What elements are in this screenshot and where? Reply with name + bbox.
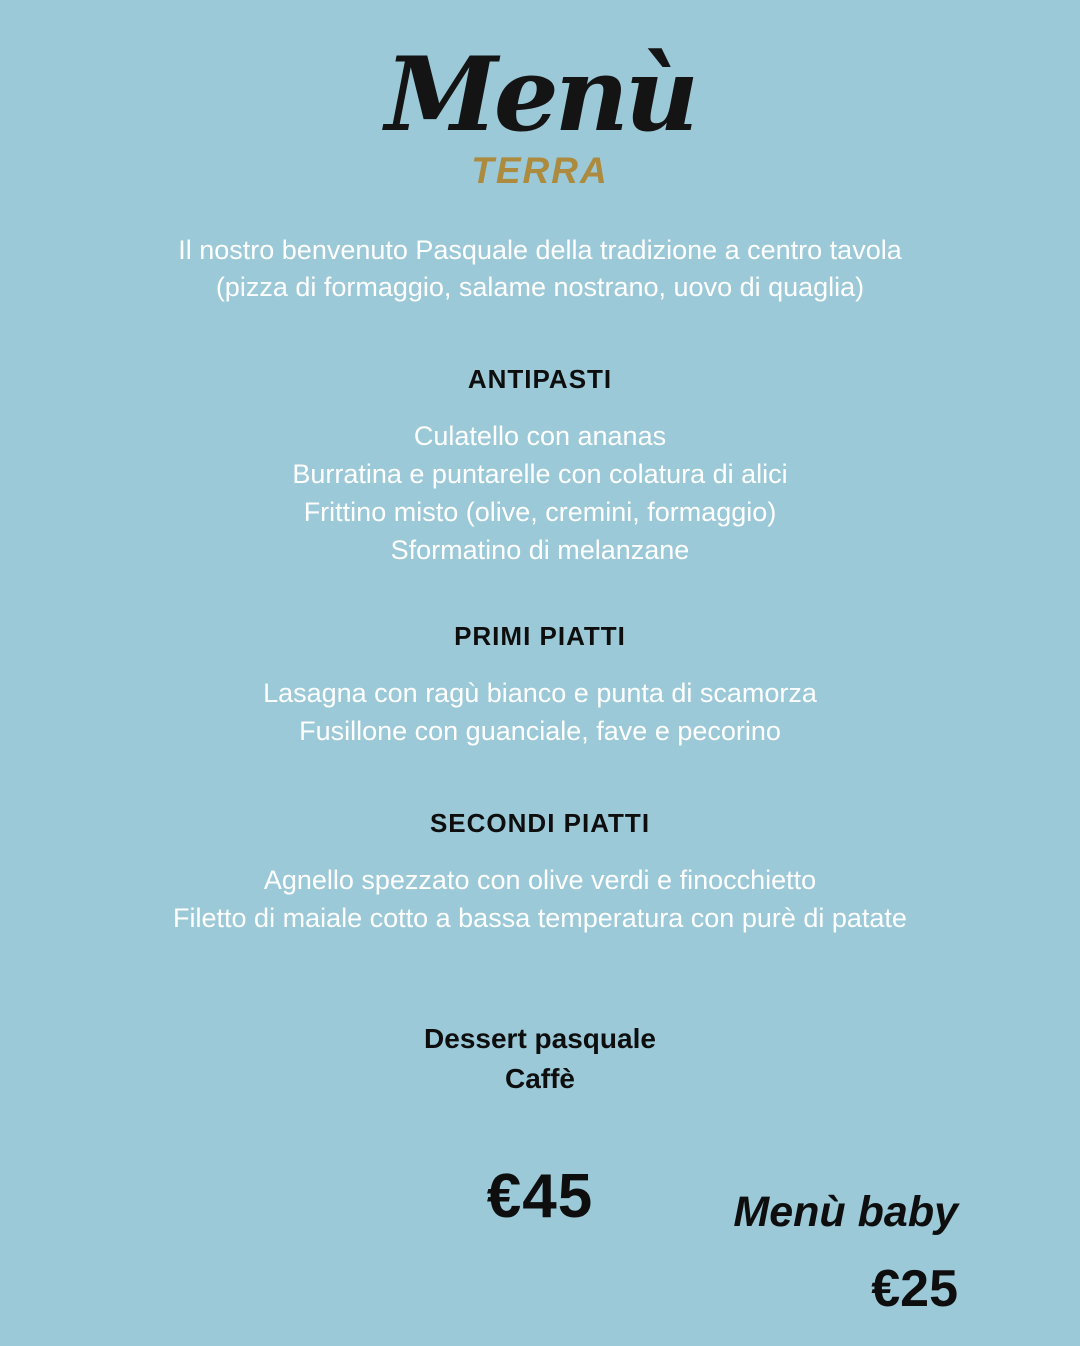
welcome-line-1: Il nostro benvenuto Pasquale della tradizione a centro tavola	[178, 235, 902, 266]
menu-item: Agnello spezzato con olive verdi e finocchietto	[263, 865, 817, 896]
section-header-primi-piatti: PRIMI PIATTI	[454, 621, 626, 652]
section-secondi-piatti	[0, 808, 1080, 937]
menu-item: Sformatino di melanzane	[390, 535, 690, 566]
closing-coffee: Caffè	[504, 1063, 575, 1095]
menu-item: Filetto di maiale cotto a bassa temperatura con purè di patate	[173, 903, 907, 934]
section-primi-piatti	[0, 621, 1080, 750]
section-items-secondi-piatti	[0, 861, 1080, 937]
section-items-antipasti	[0, 417, 1080, 569]
section-header-antipasti: ANTIPASTI	[467, 364, 613, 395]
welcome-line-2: (pizza di formaggio, salame nostrano, uovo di quaglia)	[215, 272, 865, 303]
baby-menu-price: €25	[871, 1260, 958, 1318]
baby-menu-block	[733, 1188, 958, 1319]
menu-item: Fusillone con guanciale, fave e pecorino	[299, 716, 781, 747]
menu-price: €45	[486, 1162, 594, 1232]
section-items-primi-piatti	[0, 674, 1080, 750]
menu-item: Culatello con ananas	[413, 421, 667, 452]
closing-dessert: Dessert pasquale	[424, 1023, 656, 1055]
section-header-secondi-piatti: SECONDI PIATTI	[429, 808, 651, 839]
section-antipasti	[0, 364, 1080, 569]
menu-item: Frittino misto (olive, cremini, formaggio)	[303, 497, 777, 528]
menu-item: Burratina e puntarelle con colatura di alici	[292, 459, 788, 490]
menu-title: Menù	[384, 35, 696, 155]
closing-items	[0, 1019, 1080, 1099]
welcome-text	[0, 232, 1080, 306]
baby-menu-label: Menù baby	[733, 1188, 958, 1236]
menu-subtitle: TERRA	[471, 150, 609, 192]
menu-item: Lasagna con ragù bianco e punta di scamorza	[263, 678, 817, 709]
